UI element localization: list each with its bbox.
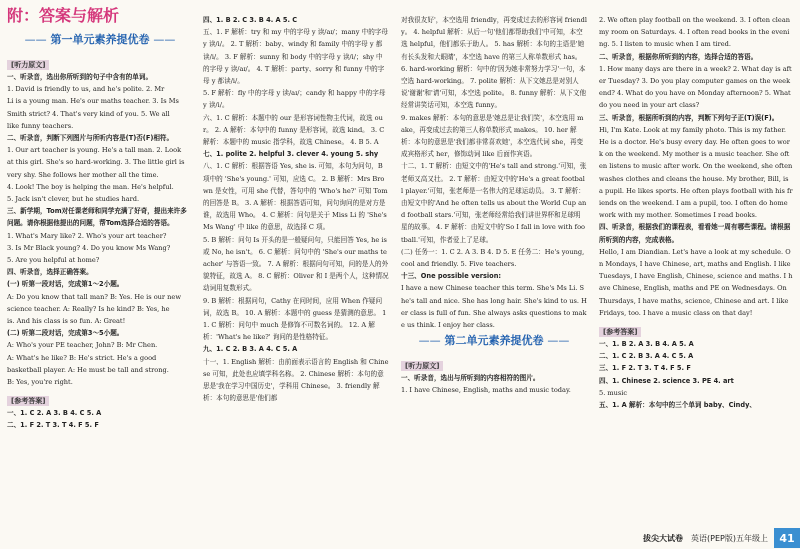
col2-line: 九、1. C 2. B 3. A 4. C 5. A bbox=[203, 345, 298, 354]
col1-line: A: What's he like? B: He's strict. He's a good bbox=[7, 353, 157, 362]
col2-text-block bbox=[203, 14, 389, 405]
page-footer bbox=[580, 527, 800, 549]
col1-line: B: Yes, you're right. bbox=[7, 378, 73, 387]
section-title-unit2: —— 第二单元素养提优卷 —— bbox=[418, 334, 570, 348]
col1-answer-line: 二、1. F 2. T 3. T 4. F 5. F bbox=[7, 421, 99, 430]
footer-subtitle: 英语(PEP版)五年级上 bbox=[691, 533, 768, 543]
col4-answer-line: 三、1. F 2. T 3. T 4. F 5. F bbox=[599, 364, 691, 373]
col4-line: Hi, I'm Kate. Look at my family photo. This is my father. He is a doctor. He's busy every day. He often goes to work on the weekend. My mother is a music teacher. She often listens to music after work. On the weekend, she often washes clothes and cleans the house. My brother, Bill, is a pupil. He likes sports. He often plays football with his friends on the weekend. I am a pupil, too. I often do homework with my mother. Sometimes I read books. bbox=[599, 125, 793, 220]
col1-line: 3. Is Mr Black young? 4. Do you know Ms Wang? bbox=[7, 243, 171, 252]
col2-line: 五、1. F 解析：try 和 my 中的字母 y 读/aɪ/；many 中的字母 y 读/i/。 2. T 解析：baby、windy 和 family 中的字母 y 都读/i/。 3. F 解析：sunny 和 body 中的字母 y 读/i/；shy 中的字母 y 读/aɪ/。 4. T 解析：party、sorry 和 funny 中的字母 y 都读/i/。 bbox=[203, 28, 389, 86]
col1-line: A: Do you know that tall man? B: Yes. He is our new bbox=[7, 292, 181, 301]
col1-line: 4. Look! The boy is helping the man. He's helpful. bbox=[7, 182, 174, 191]
col1-answers bbox=[7, 407, 193, 431]
listening-script-tag-2: [听力原文] bbox=[401, 361, 443, 371]
col3-line: I have a new Chinese teacher this term. She's Ms Li. She's tall and nice. She has long hair. She's kind to us. Her class is full of fun. She always asks questions to make us think. I enjoy her class. bbox=[401, 284, 587, 330]
listening-script-tag: [听力原文] bbox=[7, 60, 49, 70]
col1-line: 1. David is friendly to us, and he's polite. 2. Mr bbox=[7, 85, 165, 94]
col1-answer-line: 一、1. C 2. A 3. B 4. C 5. A bbox=[7, 409, 102, 418]
col1-line: (二) 听第二段对话，完成第3～5小题。 bbox=[7, 329, 124, 338]
column-1 bbox=[4, 4, 196, 549]
col3-line: 十二、1. T 解析：由短文中的'He's tall and strong.'可知，张老师又高又壮。 2. T 解析：由短文中的'He's a great football player.'可知，张老师是一名伟大的足球运动员。 3. T 解析：由短文中的'And he often tells us about the World Cup and football stars.'可知，张老师经常给我们讲世界杯和足球明星的故事。 4. F 解析：由短文中的'So I fall in love with football.'可知，作者爱上了足球。 bbox=[401, 162, 587, 244]
col4-text-block bbox=[599, 14, 793, 319]
col3b-line: 1. I have Chinese, English, maths and music today. bbox=[401, 386, 571, 395]
col1-line: is. And his class is so fun. A: Great! bbox=[7, 317, 126, 326]
col1-line: 一、听录音，选出你所听到的句子中含有的单词。 bbox=[7, 73, 153, 81]
col4-answer-line: 四、1. Chinese 2. science 3. PE 4. art bbox=[599, 376, 734, 385]
col4-line: 2. We often play football on the weekend. 3. I often clean my room on Saturdays. 4. I often read books in the evening. 5. I listen to music when I am tired. bbox=[599, 16, 790, 49]
col3-line: (二) 任务一：1. C 2. A 3. B 4. D 5. E 任务二：He's young, cool and friendly. 5. Five teachers. bbox=[401, 247, 585, 269]
col1-line: Li is a young man. He's our maths teacher. 3. Is Ms bbox=[7, 97, 179, 106]
col4-line: Hello, I am Diandian. Let's have a look at my schedule. On Mondays, I have Chinese, art, maths and English. I like Tuesdays, I have English, Chinese, science and maths. I have Chinese, English, maths and PE on Wednesdays. On Thursdays, I have maths, science, Chinese and art. I like Fridays, too. I have a music class on that day! bbox=[599, 247, 793, 317]
col1-line: 1. Our art teacher is young. He's a tall man. 2. Look bbox=[7, 146, 182, 155]
col4-line: 三、听录音，根据所听到的内容，判断下列句子正(T)误(F)。 bbox=[599, 113, 779, 122]
col3-line: 9. makes 解析：本句的意思是'她总是让我们笑'，本空选用 make，再变成过去的第三人称单数形式 makes。 10. her 解析：本句的意思是'我们都非常喜欢她'，本空选代词 she，再变成宾格形式 her，修饰动词 like 后面作宾语。 bbox=[401, 113, 584, 159]
appendix-title: 附：答案与解析 bbox=[7, 6, 120, 25]
answer-key-tag: [参考答案] bbox=[7, 396, 49, 406]
col2-line: 9. B 解析：根据问句，Cathy 在问时间，应用 When 作疑问词，故选 B。 10. A 解析：本题中的 guess 是猜测的意思。 11. C 解析：问句中 much 是修饰不可数名词的。 12. A 解析：'What's he like?' 询问的是性格特征。 bbox=[203, 296, 387, 342]
col1-text-block bbox=[7, 71, 193, 388]
col1-line: like funny teachers. bbox=[7, 121, 74, 130]
col1-line: science teacher. A: Really? Is he kind? B: Yes, he bbox=[7, 304, 170, 313]
page-number: 41 bbox=[774, 528, 800, 548]
column-4 bbox=[596, 14, 796, 549]
col4-answers bbox=[599, 338, 793, 411]
section-title-text: 第一单元素养提优卷 bbox=[50, 33, 150, 46]
col1-line: Smith strict? 4. That's very kind of you. 5. We all bbox=[7, 109, 170, 118]
col1-line: 四、听录音，选择正确答案。 bbox=[7, 268, 93, 277]
footer-brand: 拔尖大试卷 bbox=[643, 533, 684, 543]
col1-line: 二、听录音，判断下列图片与所听内容是(T)否(F)相符。 bbox=[7, 134, 174, 143]
col3-line: 十三、One possible version: bbox=[401, 272, 502, 281]
column-2 bbox=[200, 14, 392, 549]
answer-key-tag-2: [参考答案] bbox=[599, 327, 641, 337]
col3b-line: 一、听录音，选出与所听到的内容相符的图片。 bbox=[401, 374, 540, 383]
col4-answer-line: 5. music bbox=[599, 388, 628, 397]
col2-line: 5. B 解析：问句 Is 开头的是一般疑问句，只能回答 Yes, he is 或 No, he isn't。 6. C 解析：问句中的 'She's our maths teacher' 与答语一致。 7. A 解析：根据问句可知，问的是人的外貌特征，故选 A。 8. C 解析：Oliver 和 I 是两个人，这种情况动词用复数形式。 bbox=[203, 235, 389, 293]
col4-line: 1. How many days are there in a week? 2. What day is after Tuesday? 3. Do you play computer games on the weekend? 4. What do you have on Monday afternoon? 5. What do you need in your art class? bbox=[599, 64, 792, 110]
col2-line: 四、1. B 2. C 3. B 4. A 5. C bbox=[203, 16, 298, 24]
col4-line: 二、听录音，根据你所听到的内容，选择合适的答语。 bbox=[599, 52, 758, 61]
col4-line: 四、听录音，根据我们的课程表，看看她一周有哪些课程。请根据所听到的内容，完成表格。 bbox=[599, 223, 791, 244]
col2-line: 5. F 解析：fly 中的字母 y 读/aɪ/；candy 和 happy 中的字母 y 读/i/。 bbox=[203, 89, 386, 110]
col1-line: 5. Are you helpful at home? bbox=[7, 256, 100, 265]
col2-line: 六、1. C 解析：本题中的 our 是形容词性物主代词，故选 our。 2. A 解析：本句中的 funny 是形容词，故选 kind。 3. C 解析：本题中的 music 指学科，故选 Chinese。 4. B 5. A bbox=[203, 113, 385, 147]
col1-line: 三、新学期，Tom对任课老师和同学充满了好奇，提出来许多问题。请你根据他提出的问题，帮Tom选择合适的答语。 bbox=[7, 207, 187, 228]
col1-line: very shy. She follows her mother all the time. bbox=[7, 170, 159, 179]
column-3 bbox=[398, 14, 590, 549]
section-title-text: 第二单元素养提优卷 bbox=[444, 334, 544, 348]
col1-line: (一) 听第一段对话，完成第1～2小题。 bbox=[7, 280, 124, 289]
col1-line: basketball player. A: He must be tall and strong. bbox=[7, 365, 169, 374]
col1-line: at this girl. She's so hard-working. 3. The little girl is bbox=[7, 158, 185, 167]
col4-answer-line: 五、1. A 解析：本句中的三个单词 baby、Cindy、 bbox=[599, 401, 756, 410]
col3-line: 对我很友好'，本空选用 friendly，再变成过去的形容词 friendly。 4. helpful 解析：从后一句'他们都帮助我们'中可知，本空选 helpful，他们都乐于助人。 5. has 解析：本句的主语是'她有长头发和大眼睛'，本空选 have 的第三人称单数形式 has。 6. hard-working 解析：句中的'因为她非常努力学习'一句，本空选 hard-working。 7. polite 解析：从下文她总是对别人说'谢谢'和'请'可知，本空选 polite。 8. funny 解析：从下文他经常讲笑话可知，本空选 funny。 bbox=[401, 16, 587, 110]
col2-line: 八、1. C 解析：根据答语 Yes, she is. 可知，本句为问句，B 项中的 'She's young.' 可知，应选 C。 2. B 解析：Mrs Brown 是女性，可用 she 代替，答句中的 'Who's he?' 可知 Tom 的回答是 B。 3. A 解析：根据答语可知，问句询问的是对方是谁，故选用 Who。 4. C 解析：问句是关于 Miss Li 的 'She's Ms Wang' 中 like 的意思，故选择 C 项。 bbox=[203, 162, 388, 232]
col1-line: 1. What's Mary like? 2. Who's your art teacher? bbox=[7, 231, 167, 240]
col4-answer-line: 一、1. B 2. A 3. B 4. A 5. A bbox=[599, 340, 694, 349]
col3-text-block-2 bbox=[401, 372, 587, 396]
col2-line: 七、1. polite 2. helpful 3. clever 4. young 5. shy bbox=[203, 150, 379, 159]
col3-text-block bbox=[401, 14, 587, 331]
col4-answer-line: 二、1. C 2. B 3. A 4. C 5. A bbox=[599, 352, 694, 361]
col1-line: A: Who's your PE teacher, John? B: Mr Chen. bbox=[7, 341, 158, 350]
col2-line: 十一、1. English 解析：由前面表示语言的 English 和 Chinese 可知，此处也应填学科名称。 2. Chinese 解析：本句的意思是'我在学习中国历史'，学科用 Chinese。 3. friendly 解析：本句的意思是'他们都 bbox=[203, 357, 389, 403]
section-title-unit1: —— 第一单元素养提优卷 —— bbox=[24, 33, 176, 46]
col1-line: 5. Jack isn't clever, but he studies hard. bbox=[7, 195, 140, 204]
